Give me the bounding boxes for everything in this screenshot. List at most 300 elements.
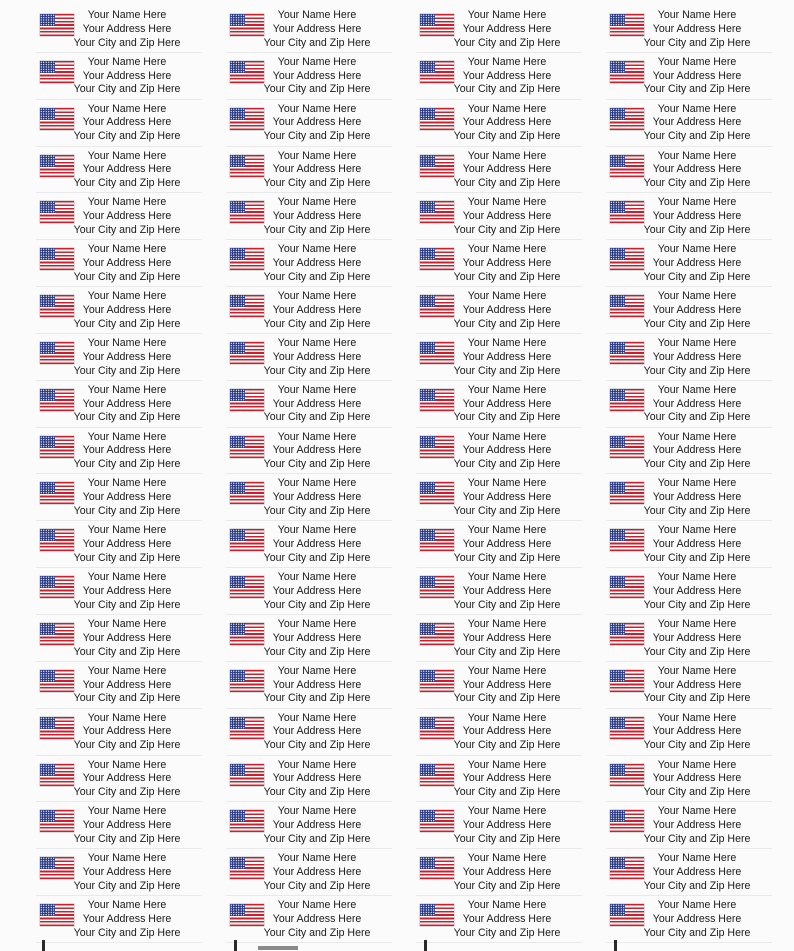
address-label xyxy=(36,756,202,803)
label-address: Your Address Here xyxy=(462,163,552,176)
label-name: Your Name Here xyxy=(87,477,167,490)
label-city-zip: Your City and Zip Here xyxy=(643,598,751,611)
label-address: Your Address Here xyxy=(652,210,742,223)
label-city-zip: Your City and Zip Here xyxy=(73,270,181,283)
label-address: Your Address Here xyxy=(462,491,552,504)
address-label xyxy=(606,381,772,428)
label-name: Your Name Here xyxy=(87,758,167,771)
label-name: Your Name Here xyxy=(467,383,547,396)
label-name: Your Name Here xyxy=(657,430,737,443)
address-block xyxy=(630,524,764,565)
label-city-zip: Your City and Zip Here xyxy=(643,364,751,377)
label-address: Your Address Here xyxy=(652,69,742,82)
address-block xyxy=(630,477,764,518)
label-name: Your Name Here xyxy=(87,55,167,68)
label-city-zip: Your City and Zip Here xyxy=(263,177,371,190)
label-name: Your Name Here xyxy=(467,55,547,68)
address-label xyxy=(226,287,392,334)
label-city-zip: Your City and Zip Here xyxy=(73,223,181,236)
label-city-zip: Your City and Zip Here xyxy=(73,832,181,845)
label-address: Your Address Here xyxy=(462,350,552,363)
label-name: Your Name Here xyxy=(277,149,357,162)
address-label xyxy=(416,521,582,568)
label-name: Your Name Here xyxy=(87,149,167,162)
label-address: Your Address Here xyxy=(82,210,172,223)
address-block xyxy=(60,150,194,191)
label-address: Your Address Here xyxy=(82,444,172,457)
label-address: Your Address Here xyxy=(652,865,742,878)
label-city-zip: Your City and Zip Here xyxy=(263,551,371,564)
label-city-zip: Your City and Zip Here xyxy=(643,36,751,49)
address-block xyxy=(250,243,384,284)
label-city-zip: Your City and Zip Here xyxy=(453,598,561,611)
address-block xyxy=(630,290,764,331)
label-address: Your Address Here xyxy=(82,819,172,832)
address-block xyxy=(250,712,384,753)
label-address: Your Address Here xyxy=(462,69,552,82)
address-block xyxy=(60,899,194,940)
address-label xyxy=(416,100,582,147)
label-name: Your Name Here xyxy=(657,383,737,396)
address-block xyxy=(630,150,764,191)
label-name: Your Name Here xyxy=(657,102,737,115)
label-city-zip: Your City and Zip Here xyxy=(263,786,371,799)
address-block xyxy=(630,665,764,706)
address-label xyxy=(226,240,392,287)
label-name: Your Name Here xyxy=(87,852,167,865)
label-address: Your Address Here xyxy=(82,772,172,785)
label-address: Your Address Here xyxy=(462,678,552,691)
address-block xyxy=(440,712,574,753)
label-name: Your Name Here xyxy=(467,664,547,677)
label-address: Your Address Here xyxy=(272,350,362,363)
address-block xyxy=(250,571,384,612)
label-address: Your Address Here xyxy=(272,116,362,129)
address-label xyxy=(416,756,582,803)
label-city-zip: Your City and Zip Here xyxy=(643,223,751,236)
address-label xyxy=(416,6,582,53)
label-address: Your Address Here xyxy=(272,584,362,597)
label-name: Your Name Here xyxy=(657,664,737,677)
address-block xyxy=(60,712,194,753)
address-label xyxy=(606,896,772,943)
address-label xyxy=(36,100,202,147)
address-label xyxy=(416,615,582,662)
address-label xyxy=(226,568,392,615)
label-city-zip: Your City and Zip Here xyxy=(73,551,181,564)
address-block xyxy=(60,196,194,237)
address-label xyxy=(36,849,202,896)
label-address: Your Address Here xyxy=(272,819,362,832)
label-name: Your Name Here xyxy=(657,9,737,21)
address-block xyxy=(60,431,194,472)
label-name: Your Name Here xyxy=(87,899,167,912)
label-name: Your Name Here xyxy=(277,899,357,912)
label-name: Your Name Here xyxy=(657,336,737,349)
label-city-zip: Your City and Zip Here xyxy=(453,786,561,799)
address-label xyxy=(226,662,392,709)
label-name: Your Name Here xyxy=(87,102,167,115)
address-label xyxy=(606,756,772,803)
address-block xyxy=(60,243,194,284)
label-name: Your Name Here xyxy=(277,617,357,630)
address-block xyxy=(250,196,384,237)
label-name: Your Name Here xyxy=(277,664,357,677)
address-label xyxy=(416,709,582,756)
label-name: Your Name Here xyxy=(467,477,547,490)
label-address: Your Address Here xyxy=(82,912,172,925)
address-block xyxy=(630,759,764,800)
label-name: Your Name Here xyxy=(277,711,357,724)
address-block xyxy=(60,384,194,425)
label-address: Your Address Here xyxy=(652,116,742,129)
label-name: Your Name Here xyxy=(657,149,737,162)
address-block xyxy=(60,759,194,800)
label-name: Your Name Here xyxy=(467,9,547,21)
label-city-zip: Your City and Zip Here xyxy=(263,505,371,518)
label-city-zip: Your City and Zip Here xyxy=(73,692,181,705)
label-name: Your Name Here xyxy=(657,758,737,771)
label-name: Your Name Here xyxy=(467,899,547,912)
address-label xyxy=(606,193,772,240)
label-name: Your Name Here xyxy=(87,290,167,303)
label-name: Your Name Here xyxy=(277,571,357,584)
label-address: Your Address Here xyxy=(272,303,362,316)
label-city-zip: Your City and Zip Here xyxy=(643,692,751,705)
address-block xyxy=(630,431,764,472)
label-name: Your Name Here xyxy=(467,524,547,537)
label-city-zip: Your City and Zip Here xyxy=(643,739,751,752)
label-city-zip: Your City and Zip Here xyxy=(73,879,181,892)
address-label xyxy=(606,6,772,53)
label-name: Your Name Here xyxy=(87,430,167,443)
label-address: Your Address Here xyxy=(462,397,552,410)
address-label xyxy=(606,521,772,568)
address-label xyxy=(226,147,392,194)
label-column xyxy=(606,6,772,943)
label-name: Your Name Here xyxy=(467,149,547,162)
address-block xyxy=(440,571,574,612)
partial-next-row-text xyxy=(258,946,298,950)
address-label xyxy=(606,662,772,709)
address-block xyxy=(630,852,764,893)
label-city-zip: Your City and Zip Here xyxy=(453,270,561,283)
label-city-zip: Your City and Zip Here xyxy=(643,83,751,96)
label-name: Your Name Here xyxy=(467,805,547,818)
label-city-zip: Your City and Zip Here xyxy=(73,364,181,377)
address-label xyxy=(416,849,582,896)
address-block xyxy=(250,9,384,50)
address-label xyxy=(226,802,392,849)
address-label xyxy=(36,53,202,100)
address-label xyxy=(606,287,772,334)
address-block xyxy=(60,665,194,706)
address-block xyxy=(250,477,384,518)
label-city-zip: Your City and Zip Here xyxy=(453,645,561,658)
label-name: Your Name Here xyxy=(467,336,547,349)
address-label xyxy=(606,100,772,147)
address-block xyxy=(440,431,574,472)
label-address: Your Address Here xyxy=(462,538,552,551)
address-block xyxy=(630,196,764,237)
address-block xyxy=(60,9,194,50)
label-address: Your Address Here xyxy=(82,350,172,363)
label-city-zip: Your City and Zip Here xyxy=(73,505,181,518)
label-name: Your Name Here xyxy=(467,758,547,771)
address-block xyxy=(250,852,384,893)
label-address: Your Address Here xyxy=(652,350,742,363)
address-label xyxy=(226,334,392,381)
label-address: Your Address Here xyxy=(462,584,552,597)
address-label xyxy=(606,240,772,287)
label-address: Your Address Here xyxy=(82,491,172,504)
address-block xyxy=(250,805,384,846)
label-address: Your Address Here xyxy=(462,257,552,270)
address-label xyxy=(36,615,202,662)
address-label xyxy=(606,802,772,849)
label-name: Your Name Here xyxy=(277,852,357,865)
label-city-zip: Your City and Zip Here xyxy=(73,458,181,471)
label-name: Your Name Here xyxy=(467,102,547,115)
address-block xyxy=(60,852,194,893)
address-label xyxy=(606,709,772,756)
label-address: Your Address Here xyxy=(462,631,552,644)
label-address: Your Address Here xyxy=(272,772,362,785)
address-block xyxy=(250,759,384,800)
address-label xyxy=(416,147,582,194)
label-city-zip: Your City and Zip Here xyxy=(73,786,181,799)
address-label xyxy=(416,802,582,849)
label-city-zip: Your City and Zip Here xyxy=(263,364,371,377)
address-block xyxy=(250,384,384,425)
address-label xyxy=(606,849,772,896)
label-city-zip: Your City and Zip Here xyxy=(643,832,751,845)
label-city-zip: Your City and Zip Here xyxy=(643,505,751,518)
label-city-zip: Your City and Zip Here xyxy=(643,926,751,939)
address-block xyxy=(440,524,574,565)
label-name: Your Name Here xyxy=(277,477,357,490)
label-address: Your Address Here xyxy=(652,631,742,644)
label-address: Your Address Here xyxy=(82,725,172,738)
address-block xyxy=(630,618,764,659)
label-city-zip: Your City and Zip Here xyxy=(263,598,371,611)
label-city-zip: Your City and Zip Here xyxy=(643,786,751,799)
address-block xyxy=(630,712,764,753)
label-name: Your Name Here xyxy=(467,243,547,256)
label-city-zip: Your City and Zip Here xyxy=(453,364,561,377)
address-block xyxy=(60,290,194,331)
address-block xyxy=(630,899,764,940)
address-label xyxy=(226,615,392,662)
label-name: Your Name Here xyxy=(87,383,167,396)
address-label xyxy=(36,240,202,287)
address-label xyxy=(606,428,772,475)
label-name: Your Name Here xyxy=(277,524,357,537)
partial-next-row-mark xyxy=(234,940,237,951)
address-label xyxy=(606,147,772,194)
address-label xyxy=(416,568,582,615)
address-label xyxy=(606,568,772,615)
address-label xyxy=(416,896,582,943)
label-address: Your Address Here xyxy=(82,303,172,316)
address-label xyxy=(606,615,772,662)
label-name: Your Name Here xyxy=(657,524,737,537)
address-block xyxy=(440,290,574,331)
label-name: Your Name Here xyxy=(87,336,167,349)
address-block xyxy=(440,477,574,518)
label-city-zip: Your City and Zip Here xyxy=(453,83,561,96)
label-address: Your Address Here xyxy=(652,678,742,691)
address-block xyxy=(440,759,574,800)
label-name: Your Name Here xyxy=(87,805,167,818)
label-city-zip: Your City and Zip Here xyxy=(643,270,751,283)
address-block xyxy=(630,337,764,378)
address-block xyxy=(440,103,574,144)
label-name: Your Name Here xyxy=(277,55,357,68)
label-name: Your Name Here xyxy=(467,852,547,865)
address-label xyxy=(606,53,772,100)
address-label xyxy=(606,334,772,381)
label-name: Your Name Here xyxy=(277,430,357,443)
label-city-zip: Your City and Zip Here xyxy=(263,317,371,330)
label-name: Your Name Here xyxy=(467,196,547,209)
address-label xyxy=(226,6,392,53)
address-block xyxy=(250,337,384,378)
label-city-zip: Your City and Zip Here xyxy=(263,458,371,471)
label-city-zip: Your City and Zip Here xyxy=(453,223,561,236)
address-label xyxy=(36,147,202,194)
label-city-zip: Your City and Zip Here xyxy=(73,36,181,49)
label-address: Your Address Here xyxy=(82,584,172,597)
label-address: Your Address Here xyxy=(652,303,742,316)
label-address: Your Address Here xyxy=(82,631,172,644)
label-address: Your Address Here xyxy=(272,631,362,644)
label-name: Your Name Here xyxy=(87,617,167,630)
address-block xyxy=(440,852,574,893)
label-address: Your Address Here xyxy=(462,116,552,129)
label-name: Your Name Here xyxy=(87,196,167,209)
address-block xyxy=(440,243,574,284)
address-label xyxy=(416,474,582,521)
label-address: Your Address Here xyxy=(652,257,742,270)
label-city-zip: Your City and Zip Here xyxy=(73,177,181,190)
address-block xyxy=(440,337,574,378)
label-city-zip: Your City and Zip Here xyxy=(643,645,751,658)
address-block xyxy=(440,665,574,706)
label-name: Your Name Here xyxy=(277,243,357,256)
label-city-zip: Your City and Zip Here xyxy=(453,879,561,892)
label-name: Your Name Here xyxy=(277,805,357,818)
address-block xyxy=(60,337,194,378)
label-name: Your Name Here xyxy=(657,55,737,68)
address-block xyxy=(440,196,574,237)
label-address: Your Address Here xyxy=(82,163,172,176)
label-name: Your Name Here xyxy=(657,852,737,865)
label-city-zip: Your City and Zip Here xyxy=(453,36,561,49)
address-block xyxy=(60,524,194,565)
label-address: Your Address Here xyxy=(82,678,172,691)
label-name: Your Name Here xyxy=(467,617,547,630)
label-address: Your Address Here xyxy=(82,22,172,35)
label-city-zip: Your City and Zip Here xyxy=(643,130,751,143)
address-block xyxy=(440,805,574,846)
label-name: Your Name Here xyxy=(657,243,737,256)
address-label xyxy=(36,381,202,428)
label-name: Your Name Here xyxy=(87,711,167,724)
label-city-zip: Your City and Zip Here xyxy=(263,692,371,705)
address-label xyxy=(226,756,392,803)
address-block xyxy=(250,899,384,940)
address-block xyxy=(440,384,574,425)
label-city-zip: Your City and Zip Here xyxy=(263,83,371,96)
label-name: Your Name Here xyxy=(467,711,547,724)
address-label xyxy=(416,334,582,381)
label-address: Your Address Here xyxy=(272,397,362,410)
address-label xyxy=(226,53,392,100)
label-address: Your Address Here xyxy=(272,678,362,691)
label-name: Your Name Here xyxy=(657,805,737,818)
label-address: Your Address Here xyxy=(82,538,172,551)
address-label xyxy=(36,568,202,615)
address-block xyxy=(630,571,764,612)
address-label xyxy=(606,474,772,521)
address-label xyxy=(416,381,582,428)
label-city-zip: Your City and Zip Here xyxy=(263,411,371,424)
label-city-zip: Your City and Zip Here xyxy=(73,411,181,424)
address-block xyxy=(630,384,764,425)
address-label xyxy=(36,428,202,475)
label-city-zip: Your City and Zip Here xyxy=(453,551,561,564)
address-label xyxy=(226,100,392,147)
address-label xyxy=(226,896,392,943)
label-name: Your Name Here xyxy=(657,196,737,209)
label-city-zip: Your City and Zip Here xyxy=(453,458,561,471)
label-city-zip: Your City and Zip Here xyxy=(263,926,371,939)
label-name: Your Name Here xyxy=(87,243,167,256)
address-block xyxy=(440,150,574,191)
label-column xyxy=(416,6,582,943)
label-name: Your Name Here xyxy=(277,758,357,771)
label-name: Your Name Here xyxy=(277,9,357,21)
label-name: Your Name Here xyxy=(657,477,737,490)
address-label xyxy=(36,474,202,521)
label-city-zip: Your City and Zip Here xyxy=(73,598,181,611)
address-label xyxy=(226,709,392,756)
label-address: Your Address Here xyxy=(652,819,742,832)
label-city-zip: Your City and Zip Here xyxy=(643,177,751,190)
label-address: Your Address Here xyxy=(82,257,172,270)
label-city-zip: Your City and Zip Here xyxy=(263,739,371,752)
label-city-zip: Your City and Zip Here xyxy=(453,926,561,939)
label-city-zip: Your City and Zip Here xyxy=(73,926,181,939)
label-city-zip: Your City and Zip Here xyxy=(263,645,371,658)
label-address: Your Address Here xyxy=(652,584,742,597)
label-name: Your Name Here xyxy=(657,571,737,584)
label-city-zip: Your City and Zip Here xyxy=(263,130,371,143)
address-label xyxy=(36,521,202,568)
address-block xyxy=(250,431,384,472)
address-label xyxy=(226,849,392,896)
address-block xyxy=(440,618,574,659)
address-label xyxy=(226,381,392,428)
label-name: Your Name Here xyxy=(467,290,547,303)
address-block xyxy=(250,150,384,191)
address-label xyxy=(416,662,582,709)
label-address: Your Address Here xyxy=(272,163,362,176)
address-label xyxy=(226,521,392,568)
label-name: Your Name Here xyxy=(657,899,737,912)
label-name: Your Name Here xyxy=(467,430,547,443)
